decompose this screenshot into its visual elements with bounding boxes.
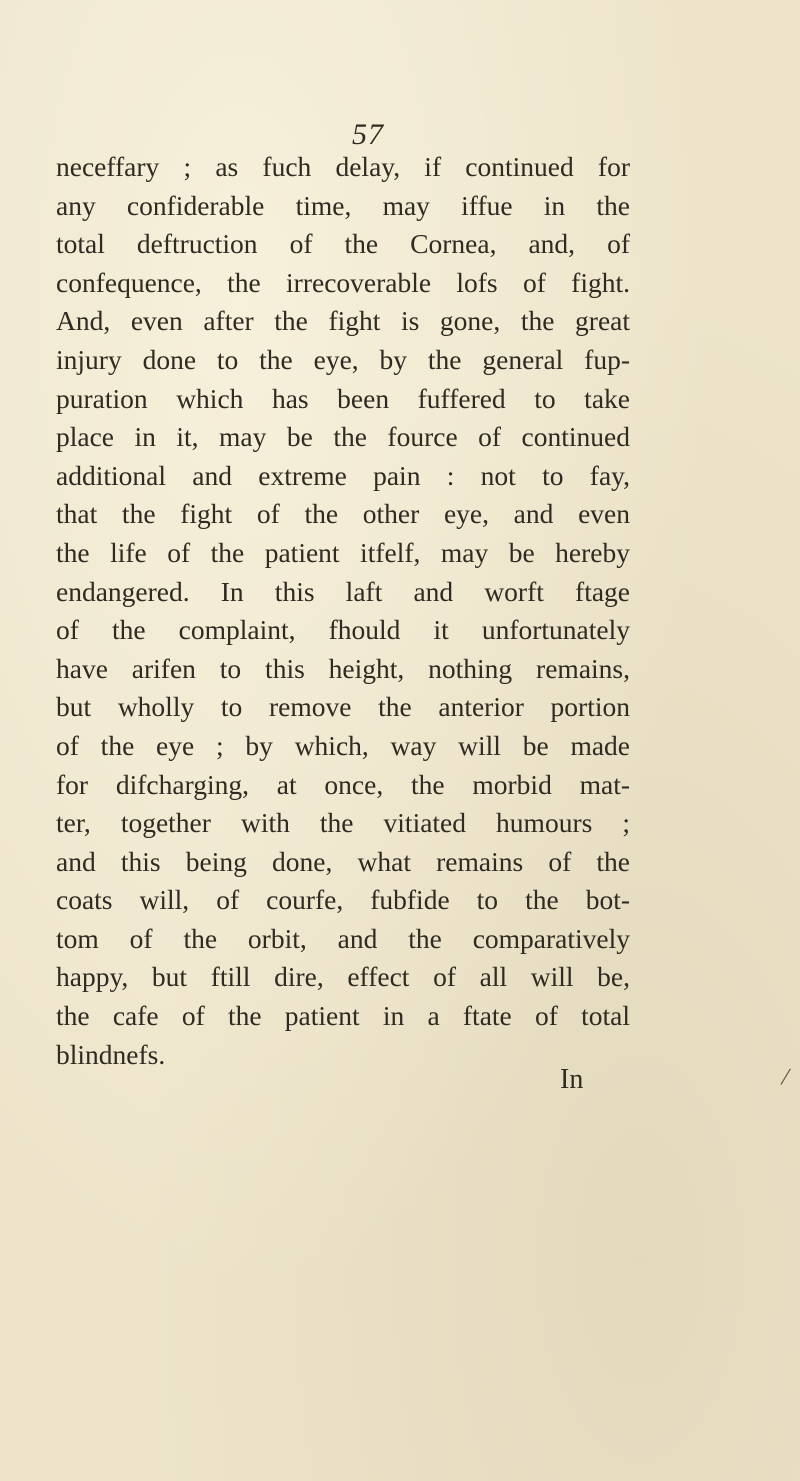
text-line: And, even after the fight is gone, the great [56, 305, 630, 337]
text-line: total deftruction of the Cornea, and, of [56, 228, 630, 260]
text-line: the life of the patient itfelf, may be hereby [56, 536, 630, 568]
text-line: of the eye ; by which, way will be made [56, 729, 630, 761]
text-line: that the fight of the other eye, and even [56, 498, 630, 530]
text-line: place in it, may be the fource of continued [56, 421, 630, 453]
text-line-last: blindnefs. [56, 1038, 166, 1070]
text-line: endangered. In this laft and worft ftage [56, 575, 630, 607]
text-line: puration which has been fuffered to take [56, 382, 630, 414]
text-line: the cafe of the patient in a ftate of total [56, 1000, 630, 1032]
catchword: In [560, 1064, 584, 1095]
page-number: 57 [352, 118, 384, 151]
text-line: have arifen to this height, nothing remains, [56, 652, 630, 684]
text-line: but wholly to remove the anterior portion [56, 691, 630, 723]
text-line: and this being done, what remains of the [56, 845, 630, 877]
margin-mark: / [779, 1061, 793, 1092]
text-line: tom of the orbit, and the comparatively [56, 922, 630, 954]
text-line: additional and extreme pain : not to fay, [56, 459, 630, 491]
text-line: happy, but ftill dire, effect of all will be, [56, 961, 630, 993]
text-line: ter, together with the vitiated humours ; [56, 807, 630, 839]
text-line: injury done to the eye, by the general fup- [56, 343, 630, 375]
text-line: for difcharging, at once, the morbid mat- [56, 768, 630, 800]
text-line: coats will, of courfe, fubfide to the bot- [56, 884, 630, 916]
body-text [56, 148, 630, 1074]
text-line: neceffary ; as fuch delay, if continued for [56, 151, 630, 182]
text-line: any confiderable time, may iffue in the [56, 189, 630, 221]
text-line: of the complaint, fhould it unfortunately [56, 614, 630, 646]
text-line: confequence, the irrecoverable lofs of fight. [56, 266, 630, 298]
